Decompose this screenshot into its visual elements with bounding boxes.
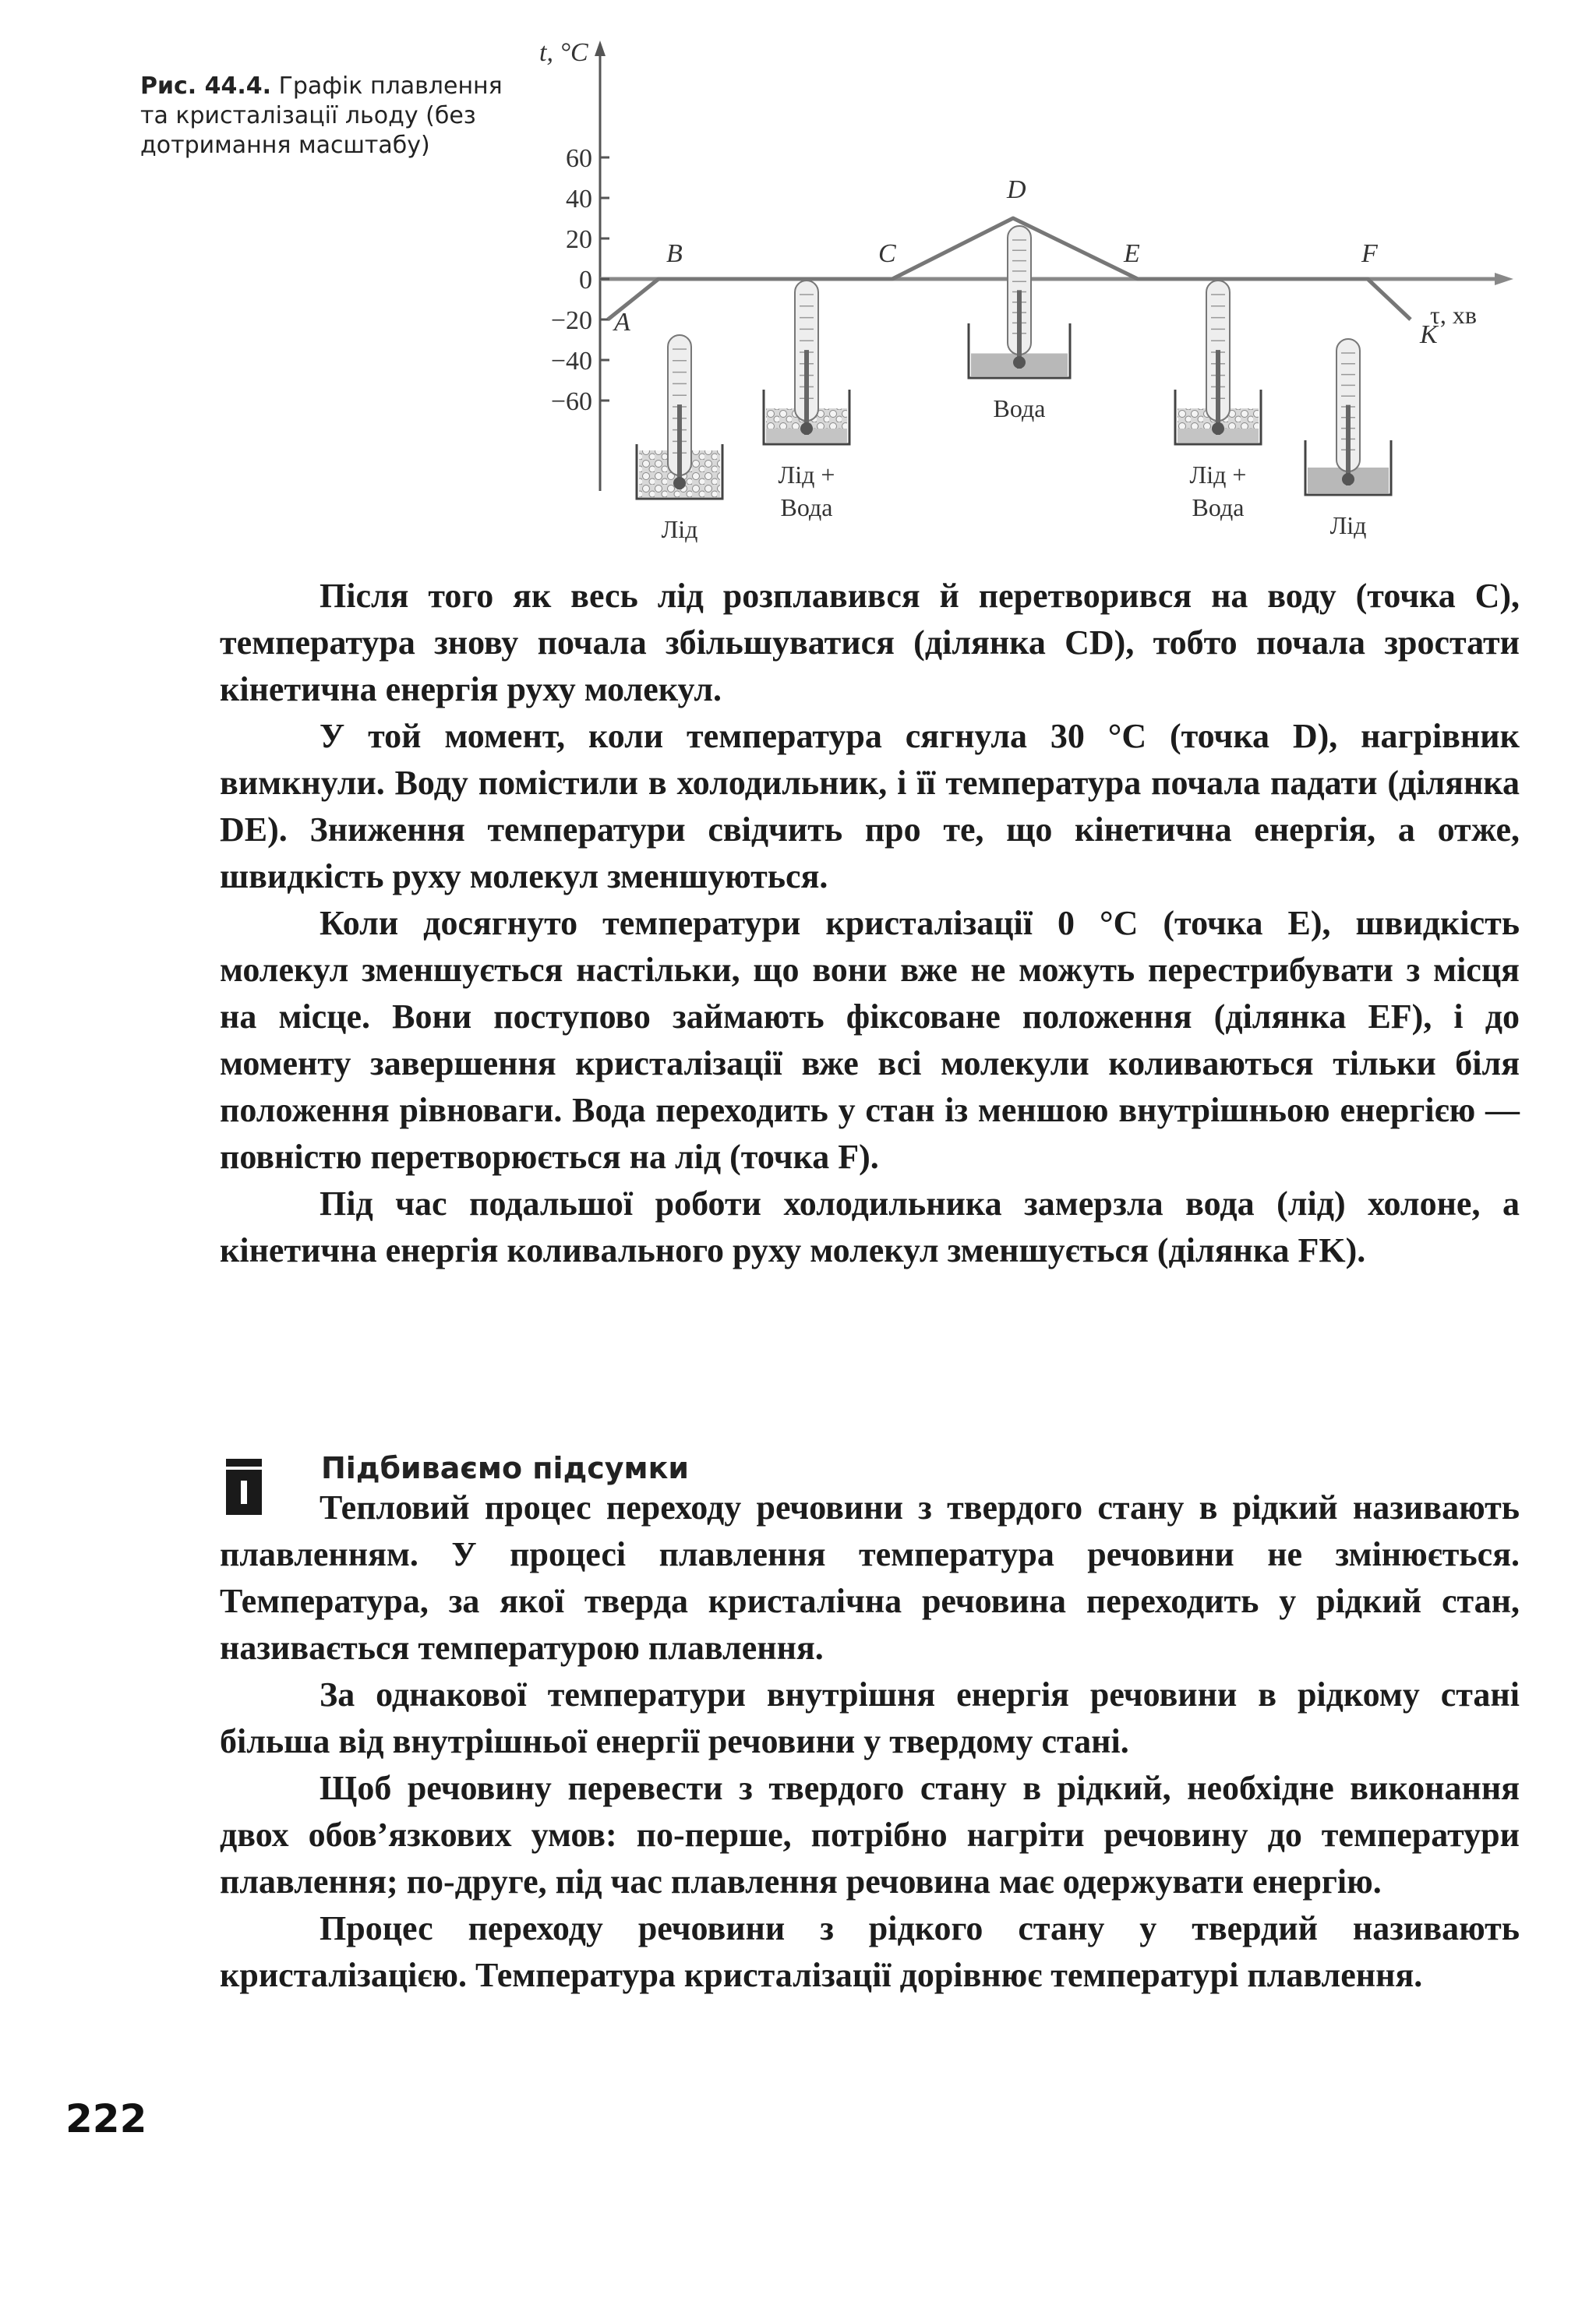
paragraph: Тепловий процес переходу речовини з твердого стану в рідкий називають плавленням. У процесі плавлення температура речовини не змінюється. Температура, за якої тверда кристалічна речовина переходить у рідкий стан, називається температурою плавлення. (220, 1488, 1520, 1667)
summary-heading: Підбиваємо підсумки (321, 1451, 690, 1485)
vessel (1305, 339, 1391, 495)
point-label-a: A (614, 308, 630, 337)
vessel (637, 335, 722, 499)
point-label-k: K (1420, 320, 1438, 349)
vessel-label: Лід + Вода (1189, 461, 1247, 521)
melting-chart-svg (468, 23, 1559, 553)
y-tick-label: −20 (550, 306, 592, 335)
paragraph: Щоб речовину перевести з твердого стану в рідкий, необхідне виконання двох обов’язкових умов: по-перше, потрібно нагріти речовину до температури плавлення; по-друге, під час плавлення речовина має одержувати енергію. (220, 1769, 1520, 1901)
x-axis-arrow (1495, 273, 1513, 285)
point-label-c: C (878, 239, 896, 268)
vessels (637, 226, 1391, 499)
paragraph: За однакової температури внутрішня енергія речовини в рідкому стані більша від внутрішньої енергії речовини у твердому стані. (220, 1675, 1520, 1760)
melting-chart (468, 23, 1559, 553)
point-label-f: F (1361, 239, 1378, 268)
paragraph: У той момент, коли температура сягнула 30 °С (точка D), нагрівник вимкнули. Воду помістили в холодильник, і її температура почала падати (ділянка DE). Зниження температури свідчить про те, що кінетична енергія, а отже, швидкість руху молекул зменшуються. (220, 717, 1520, 895)
figure-caption (140, 72, 507, 161)
y-tick-label: 60 (566, 144, 592, 173)
figure-caption-label: Рис. 44.4. (140, 72, 272, 100)
paragraph: Процес переходу речовини з рідкого стану у твердий називають кристалізацією. Температура кристалізації дорівнює температурі плавлення. (220, 1909, 1520, 1994)
vessel (764, 281, 849, 444)
vessel-label: Лід (661, 515, 698, 543)
main-text (220, 573, 1520, 1274)
summary-text (220, 1485, 1520, 1999)
x-axis-label: τ, хв (1430, 301, 1477, 329)
vessel (969, 226, 1070, 378)
paragraph: Під час подальшої роботи холодильника замерзла вода (лід) холоне, а кінетична енергія коливального руху молекул зменшується (ділянка FK). (220, 1184, 1520, 1269)
y-tick-label: −60 (550, 387, 592, 416)
paragraph: Коли досягнуто температури кристалізації 0 °С (точка E), швидкість молекул зменшується настільки, що вони вже не можуть перестрибувати з місця на місце. Вони поступово займають фіксоване положення (ділянка EF), і до моменту завершення кристалізації вже всі молекули коливаються тільки біля положення рівноваги. Вода переходить у стан із меншою внутрішньою енергією — повністю перетворюється на лід (точка F). (220, 904, 1520, 1176)
y-axis-arrow (595, 41, 606, 56)
figure-caption-text: Графік плавлення та кристалізації льоду (без дотримання масштабу) (140, 72, 503, 159)
page-number: 222 (65, 2096, 147, 2141)
y-axis-label: t, °C (539, 38, 588, 67)
point-label-e: E (1124, 239, 1140, 268)
vessel (1175, 281, 1261, 444)
point-label-b: B (666, 239, 683, 268)
paragraph: Після того як весь лід розплавився й перетворився на воду (точка C), температура знову почала збільшуватися (ділянка CD), тобто почала зростати кінетична енергія руху молекул. (220, 577, 1520, 708)
point-label-d: D (1007, 175, 1026, 204)
y-tick-label: 20 (566, 225, 592, 254)
y-tick-label: 40 (566, 185, 592, 214)
vessel-label: Лід (1329, 511, 1367, 539)
vessel-label: Лід + Вода (778, 461, 835, 521)
y-tick-label: −40 (550, 347, 592, 376)
vessel-label: Вода (993, 394, 1046, 422)
y-tick-label: 0 (579, 266, 592, 295)
